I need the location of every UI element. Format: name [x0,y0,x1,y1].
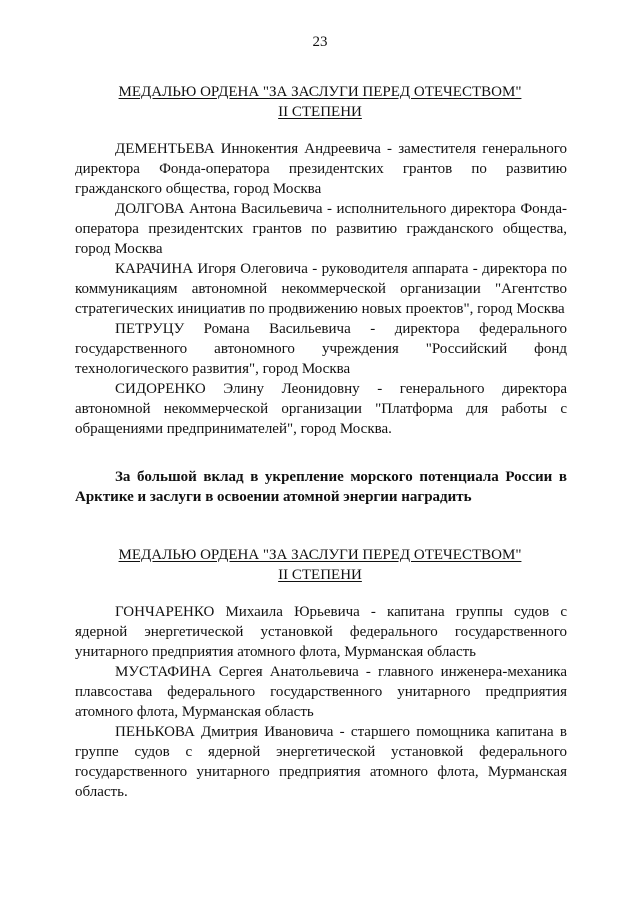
award-entry: ДЕМЕНТЬЕВА Иннокентия Андреевича - заместителя генерального директора Фонда-оператора президентских грантов по развитию гражданского общества, город Москва [75,141,567,197]
section2-heading [0,545,640,585]
award-entry: КАРАЧИНА Игоря Олеговича - руководителя аппарата - директора по коммуникациям автономной некоммерческой организации "Агентство стратегических инициатив по продвижению новых проектов", город Москва [75,261,567,317]
section1-heading [0,82,640,122]
award-entry: ПЕНЬКОВА Дмитрия Ивановича - старшего помощника капитана в группе судов с ядерной энергетической установкой федерального государственного унитарного предприятия атомного флота, Мурманская область. [75,724,567,800]
award-entry: ГОНЧАРЕНКО Михаила Юрьевича - капитана группы судов с ядерной энергетической установкой федерального государственного унитарного предприятия атомного флота, Мурманская область [75,604,567,660]
section2-heading-line2: II СТЕПЕНИ [278,567,362,583]
section1-heading-line1: МЕДАЛЬЮ ОРДЕНА "ЗА ЗАСЛУГИ ПЕРЕД ОТЕЧЕСТВОМ" [118,84,522,100]
section2-entries [75,602,567,802]
award-reason-text: За большой вклад в укрепление морского потенциала России в Арктике и заслуги в освоении атомной энергии наградить [75,469,567,505]
award-entry: СИДОРЕНКО Элину Леонидовну - генерального директора автономной некоммерческой организации "Платформа для работы с обращениями предпринимателей", город Москва. [75,381,567,437]
award-reason [75,467,567,507]
section1-heading-line2: II СТЕПЕНИ [278,104,362,120]
award-entry: ПЕТРУЦУ Романа Васильевича - директора федерального государственного автономного учреждения "Российский фонд технологического развития", город Москва [75,321,567,377]
section2-heading-line1: МЕДАЛЬЮ ОРДЕНА "ЗА ЗАСЛУГИ ПЕРЕД ОТЕЧЕСТВОМ" [118,547,522,563]
page-number: 23 [312,34,328,50]
section1-entries [75,139,567,439]
award-entry: МУСТАФИНА Сергея Анатольевича - главного инженера-механика плавсостава федерального государственного унитарного предприятия атомного флота, Мурманская область [75,664,567,720]
award-entry: ДОЛГОВА Антона Васильевича - исполнительного директора Фонда-оператора президентских грантов по развитию гражданского общества, город Москва [75,201,567,257]
